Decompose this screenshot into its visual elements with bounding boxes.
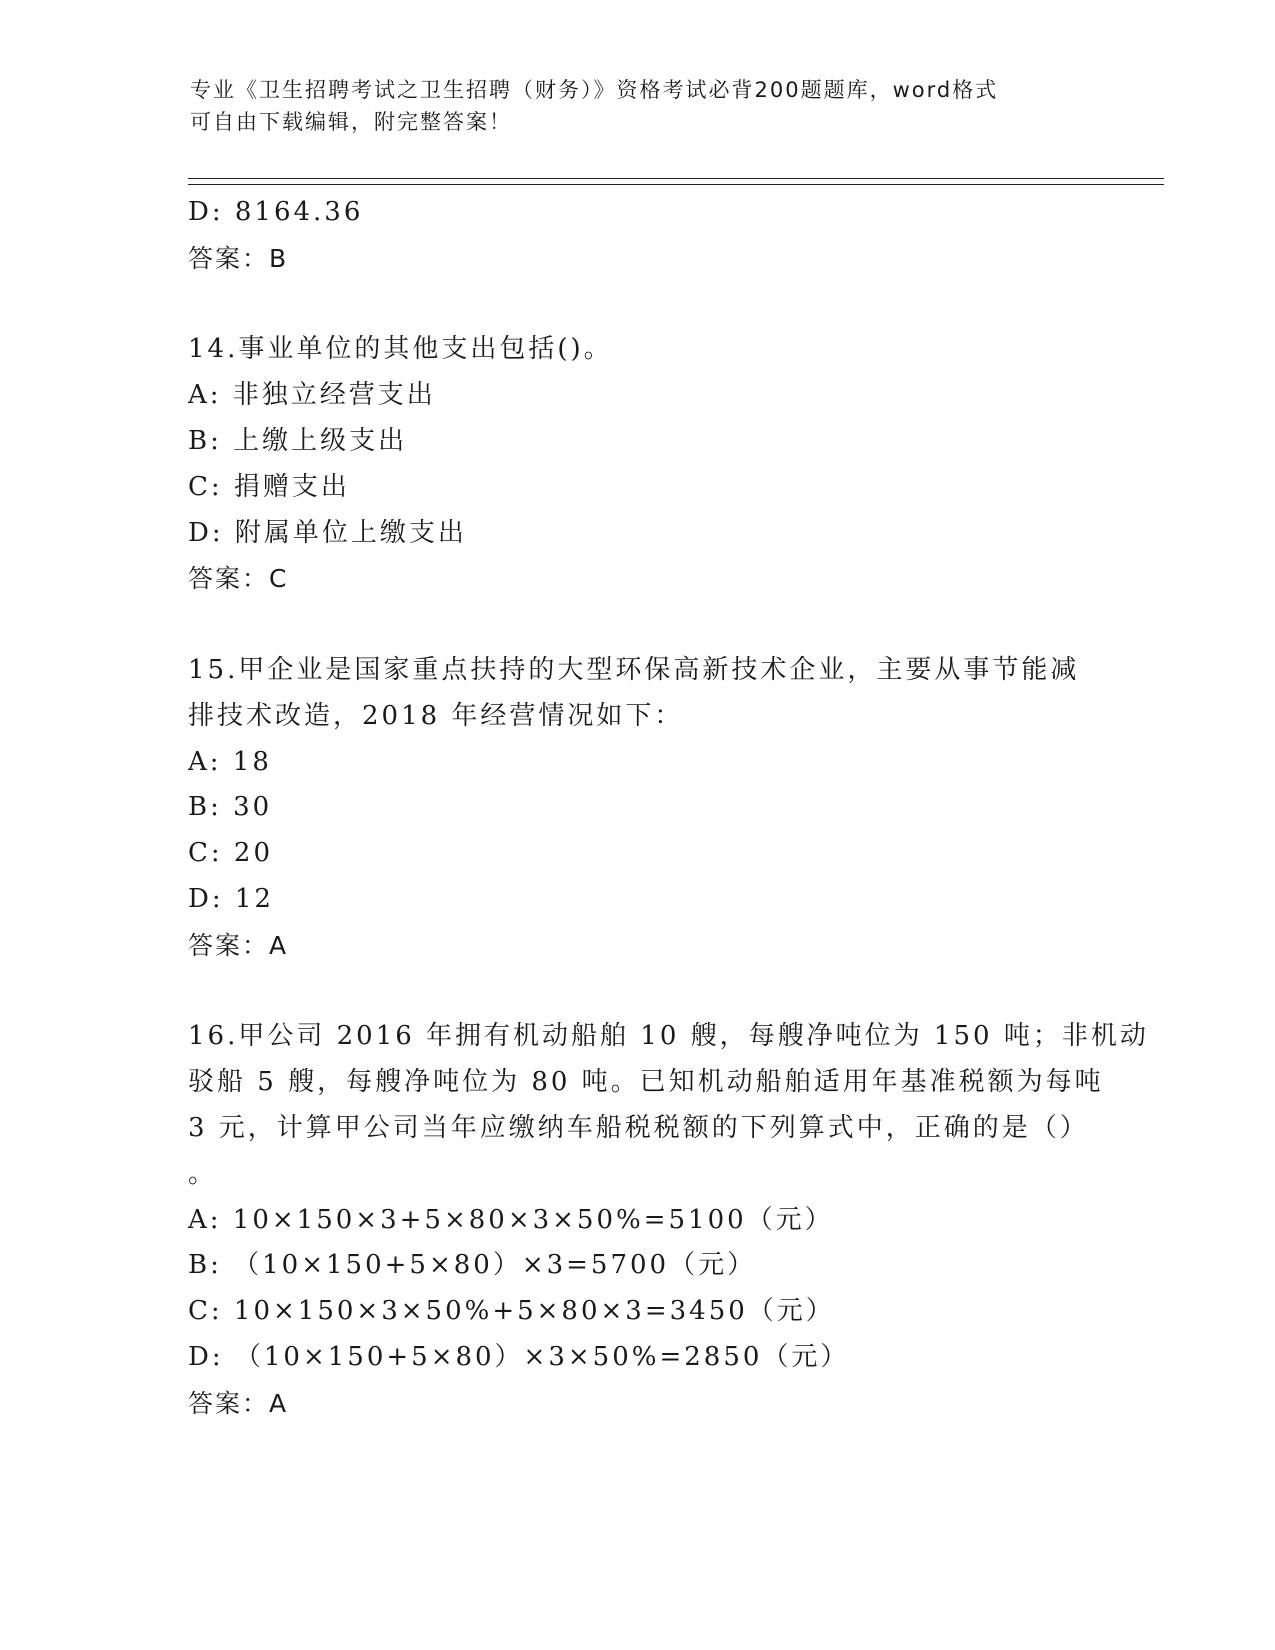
- q14-option-a: A: 非独立经营支出: [188, 380, 436, 411]
- q16-question-line-2: 驳船 5 艘，每艘净吨位为 80 吨。已知机动船舶适用年基准税额为每吨: [188, 1067, 1104, 1098]
- header-title-line-1: 专业《卫生招聘考试之卫生招聘（财务）》资格考试必背200题题库，word格式: [190, 78, 999, 102]
- q14-answer: 答案：C: [188, 564, 289, 594]
- spacer: [188, 602, 1088, 648]
- q15-question: [188, 648, 1088, 740]
- q16-question-line-1: 16.甲公司 2016 年拥有机动船舶 10 艘，每艘净吨位为 150 吨；非机动: [188, 1021, 1149, 1052]
- q15-question-line-1: 15.甲企业是国家重点扶持的大型环保高新技术企业，主要从事节能减: [188, 654, 1080, 685]
- prev-answer: 答案：B: [188, 243, 289, 273]
- q16-question: [188, 1014, 1149, 1197]
- header-divider-thick: [188, 178, 1164, 179]
- q15-option-b: B: 30: [188, 792, 273, 823]
- header-divider-thin: [188, 184, 1164, 185]
- q16-option-a: A: 10×150×3+5×80×3×50%=5100（元）: [188, 1204, 834, 1235]
- q16-option-d: D: （10×150+5×80）×3×50%=2850（元）: [188, 1341, 850, 1372]
- q15-option-a: A: 18: [188, 746, 272, 777]
- prev-option-d: D: 8164.36: [188, 197, 364, 227]
- q16-question-line-3: 3 元，计算甲公司当年应缴纳车船税税额的下列算式中，正确的是（）: [188, 1112, 1089, 1143]
- q15-answer: 答案：A: [188, 930, 289, 960]
- q14-option-c: C: 捐赠支出: [188, 471, 350, 502]
- spacer: [188, 282, 1088, 328]
- q15-option-c: C: 20: [188, 838, 274, 869]
- q16-answer: 答案：A: [188, 1388, 289, 1418]
- q14-question: 14.事业单位的其他支出包括()。: [188, 334, 613, 365]
- page-header: [190, 74, 1070, 138]
- header-title-line-2: 可自由下载编辑，附完整答案！: [190, 110, 512, 134]
- q14-option-d: D: 附属单位上缴支出: [188, 517, 467, 548]
- q14-option-b: B: 上缴上级支出: [188, 425, 408, 456]
- question-body: [188, 190, 1149, 1427]
- q16-option-c: C: 10×150×3×50%+5×80×3=3450（元）: [188, 1296, 835, 1327]
- q15-option-d: D: 12: [188, 883, 274, 914]
- q16-option-b: B: （10×150+5×80）×3=5700（元）: [188, 1250, 757, 1281]
- q16-question-line-4: 。: [188, 1158, 218, 1189]
- q15-question-line-2: 排技术改造，2018 年经营情况如下：: [188, 700, 684, 731]
- spacer: [188, 969, 1088, 1015]
